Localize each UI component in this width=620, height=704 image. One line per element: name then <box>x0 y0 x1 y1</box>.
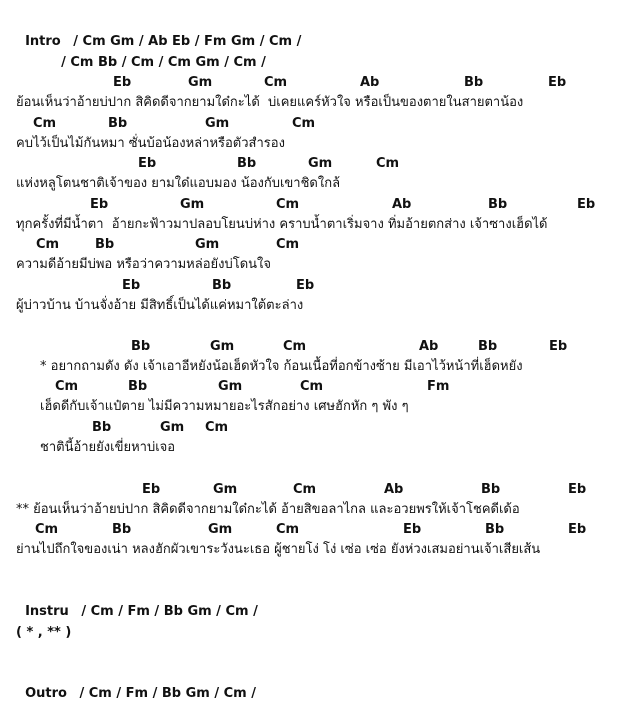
chord: Bb <box>108 116 128 131</box>
intro-label: Intro <box>25 34 61 49</box>
chord: Cm <box>36 237 60 252</box>
chord: Bb <box>212 278 232 293</box>
chord: Eb <box>577 197 596 212</box>
lyric-line: ชาตินี้อ้ายยังเขี่ยหาบ่เจอ <box>40 440 176 455</box>
intro-chords-2: / Cm Bb / Cm / Cm Gm / Cm / <box>61 55 266 70</box>
lyric-line: ความดีอ้ายมีบ่พอ หรือว่าความหล่อยังบ่โดนใจ <box>16 257 272 272</box>
chord: Ab <box>392 197 412 212</box>
chord: Cm <box>376 156 400 171</box>
chord: Eb <box>113 75 132 90</box>
instru-label: Instru <box>25 604 69 619</box>
chord: Gm <box>195 237 220 252</box>
chord: Eb <box>568 482 587 497</box>
chord: Eb <box>142 482 161 497</box>
chord: Bb <box>237 156 257 171</box>
chord: Cm <box>293 482 317 497</box>
chord: Ab <box>419 339 439 354</box>
chord: Cm <box>292 116 316 131</box>
chord: Cm <box>35 522 59 537</box>
chord: Ab <box>360 75 380 90</box>
chord: Bb <box>112 522 132 537</box>
chord: Cm <box>264 75 288 90</box>
chord: Eb <box>122 278 141 293</box>
chord: Gm <box>205 116 230 131</box>
lyric-line: คบไว้เป็นไม้กันหมา ซั่นบ้อน้องหล่าหรือตัวสำรอง <box>16 136 285 151</box>
lyric-line: แห่งหลูโตนชาติเจ้าของ ยามใด๋แอบมอง น้องกับเขาชิดใกล้ <box>16 176 341 191</box>
chord: Fm <box>427 379 450 394</box>
chord: Bb <box>478 339 498 354</box>
chord: Gm <box>210 339 235 354</box>
chord: Gm <box>308 156 333 171</box>
chord: Bb <box>464 75 484 90</box>
lyric-line: ** ย้อนเห็นว่าอ้ายบ่ปาก สิคิดดีจากยามใด๋กะได้ อ้ายสิขอลาไกล และอวยพรให้เจ้าโชคดีเด้อ <box>16 502 520 517</box>
instru-line <box>16 582 258 619</box>
intro-line-2 <box>52 33 266 70</box>
repeat-marker: ( * , ** ) <box>16 625 72 640</box>
chord: Cm <box>55 379 79 394</box>
chord: Cm <box>276 237 300 252</box>
chord: Gm <box>213 482 238 497</box>
lyric-line: ผู้บ่าวบ้าน บ้านจั่งอ้าย มีสิทธิ์เป็นได้แค่หมาใต้ตะล่าง <box>16 298 304 313</box>
chord: Cm <box>33 116 57 131</box>
outro-chords: / Cm / Fm / Bb Gm / Cm / <box>79 686 256 701</box>
chord: Cm <box>283 339 307 354</box>
chord: Bb <box>128 379 148 394</box>
instru-chords: / Cm / Fm / Bb Gm / Cm / <box>81 604 258 619</box>
lyric-line: ย้อนเห็นว่าอ้ายบ่ปาก สิคิดดีจากยามใด๋กะได้ บ่เคยแคร์หัวใจ หรือเป็นของตายในสายตาน้อง <box>16 95 524 110</box>
chord: Eb <box>568 522 587 537</box>
chord: Gm <box>160 420 185 435</box>
lyric-line: เฮ็ดดีกับเจ้าแป๋ตาย ไม่มีความหมายอะไรสักอย่าง เศษฮักหัก ๆ พัง ๆ <box>40 399 409 414</box>
intro-chords-1: / Cm Gm / Ab Eb / Fm Gm / Cm / <box>73 34 302 49</box>
chord: Eb <box>403 522 422 537</box>
chord: Bb <box>131 339 151 354</box>
chord: Gm <box>180 197 205 212</box>
chord: Cm <box>276 197 300 212</box>
chord: Cm <box>276 522 300 537</box>
chord: Bb <box>481 482 501 497</box>
chord: Gm <box>208 522 233 537</box>
chord: Ab <box>384 482 404 497</box>
chord: Bb <box>485 522 505 537</box>
outro-label: Outro <box>25 686 67 701</box>
chord: Cm <box>300 379 324 394</box>
intro-line-1 <box>16 12 302 49</box>
chord: Eb <box>138 156 157 171</box>
chord: Gm <box>188 75 213 90</box>
chord: Eb <box>90 197 109 212</box>
chord: Cm <box>205 420 229 435</box>
chord: Eb <box>549 339 568 354</box>
outro-line <box>16 664 256 701</box>
lyric-line: * อยากถามดัง ดัง เจ้าเอาอีหยังน้อเฮ็ดหัวใจ ก้อนเนื้อที่อกข้างซ้าย มีเอาไว้หน้าที่เฮ็ดหยัง <box>40 359 523 374</box>
lyric-line: ทุกครั้งที่มีน้ำตา อ้ายกะฟ้าวมาปลอบโยนบ่ห่าง คราบน้ำตาเริ่มจาง ทิ่มอ้ายตกส่าง เจ้าซางเฮ็ดได้ <box>16 217 548 232</box>
chord: Bb <box>95 237 115 252</box>
chord: Eb <box>548 75 567 90</box>
chord: Bb <box>92 420 112 435</box>
chord: Bb <box>488 197 508 212</box>
chord: Eb <box>296 278 315 293</box>
chord: Gm <box>218 379 243 394</box>
lyric-line: ย่านไปถึกใจของเน่า หลงฮักผัวเขาระวังนะเธอ ผู้ชายโง่ โง่ เซ่อ เซ่อ ยังห่วงเสมอย่านเจ้าเสียเส้น <box>16 542 541 557</box>
